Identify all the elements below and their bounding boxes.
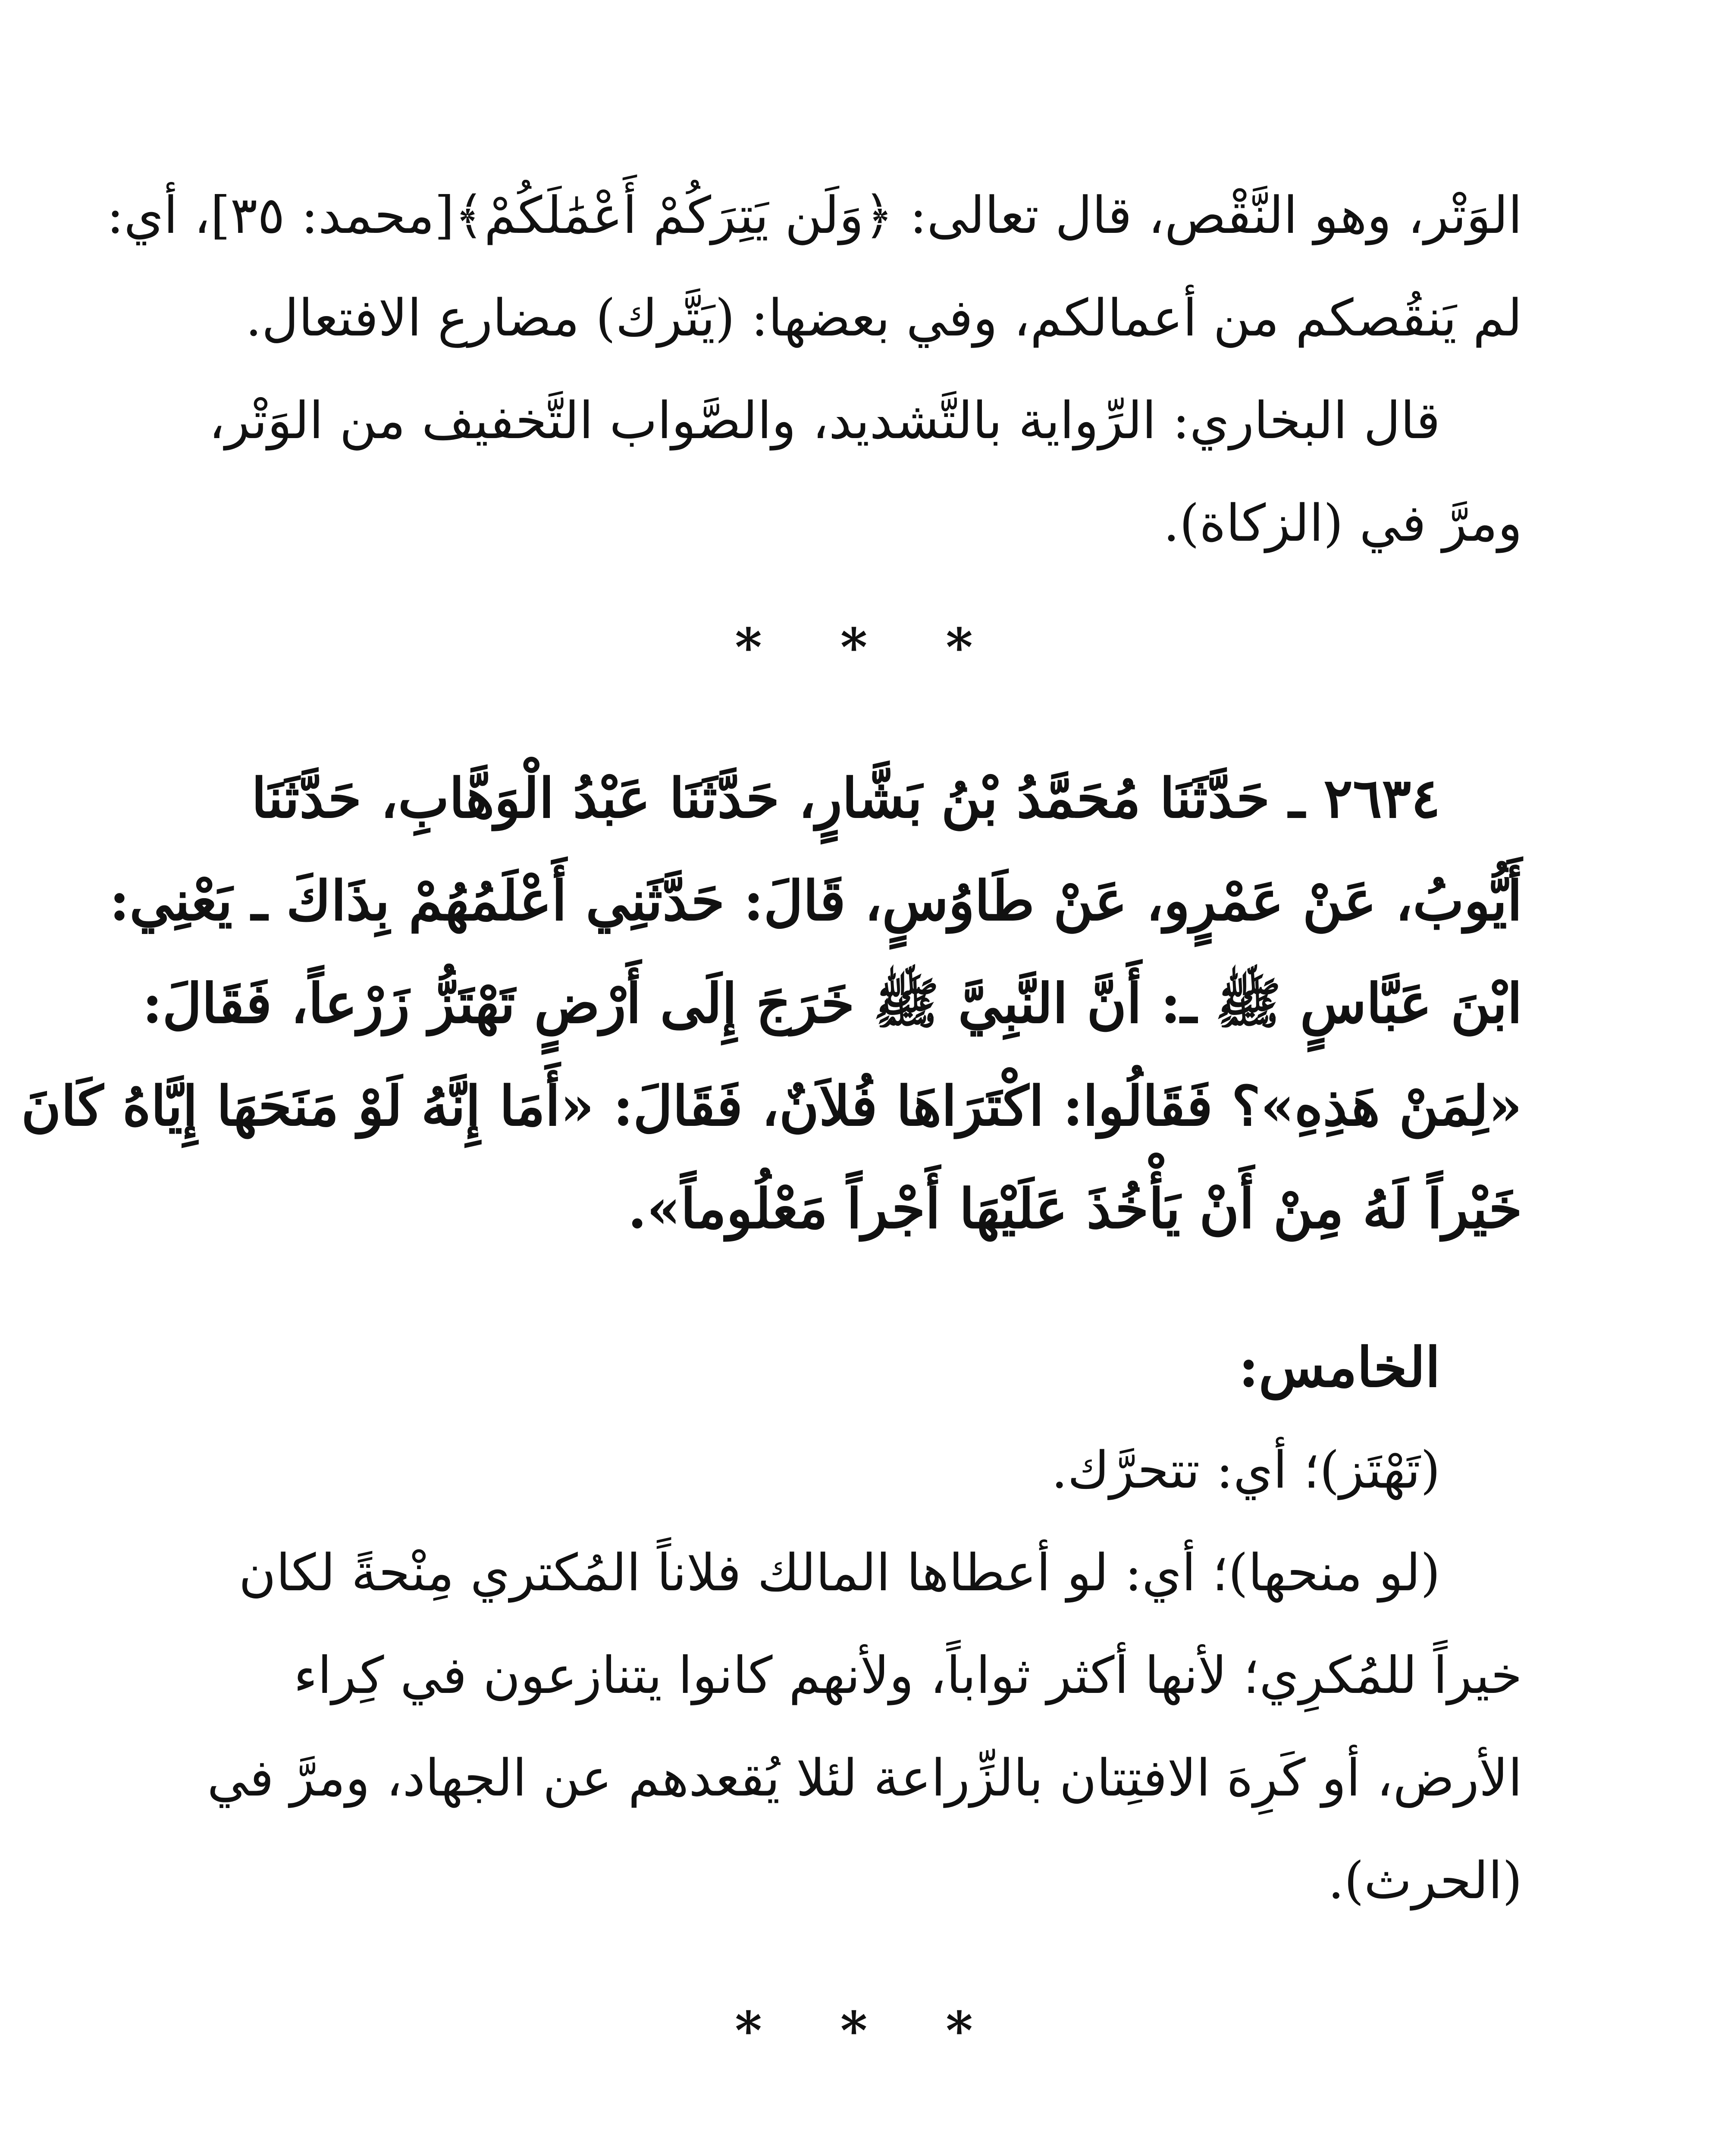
paragraph-commentary-1 bbox=[107, 164, 1522, 369]
text-line: قال البخاري: الرِّواية بالتَّشديد، والصَّواب التَّخفيف من الوَتْر، bbox=[209, 391, 1440, 450]
paragraph-commentary-3: (تَهْتَز)؛ أي: تتحرَّك. bbox=[1051, 1440, 1440, 1500]
text-line: الوَتْر، وهو النَّقْص، قال تعالى: ﴿وَلَن يَتِرَكُمْ أَعْمَٰلَكُمْ﴾[محمد: ٣٥]، أي: bbox=[107, 185, 1522, 245]
text-line: الأرض، أو كَرِهَ الافتِتان بالزِّراعة لئلا يُقعدهم عن الجهاد، ومرَّ في bbox=[207, 1748, 1522, 1808]
section-separator: * * * bbox=[735, 617, 1003, 678]
text-line: ومرَّ في (الزكاة). bbox=[1163, 493, 1522, 553]
section-separator: * * * bbox=[735, 2000, 1003, 2061]
hadith-line: أَيُّوبُ، عَنْ عَمْرٍو، عَنْ طَاوُسٍ، قَالَ: حَدَّثَنِي أَعْلَمُهُمْ بِذَاكَ ـ يَعْنِي: bbox=[109, 869, 1522, 933]
text-line: خيراً للمُكرِي؛ لأنها أكثر ثواباً، ولأنهم كانوا يتنازعون في كِراء bbox=[293, 1645, 1522, 1705]
page-body bbox=[21, 164, 1522, 2074]
paragraph-commentary-2 bbox=[209, 369, 1522, 574]
hadith-line: «لِمَنْ هَذِهِ»؟ فَقَالُوا: اكْتَرَاهَا فُلاَنٌ، فَقَالَ: «أَمَا إِنَّهُ لَوْ مَنَحَهَا إِيَّاهُ كَانَ bbox=[21, 1074, 1522, 1138]
hadith-line: خَيْراً لَهُ مِنْ أَنْ يَأْخُذَ عَلَيْهَا أَجْراً مَعْلُوماً». bbox=[627, 1177, 1522, 1241]
hadith-text bbox=[21, 747, 1522, 1260]
section-heading: الخامس: bbox=[1239, 1335, 1440, 1399]
hadith-line: ابْنَ عَبَّاسٍ ﷺ ـ: أَنَّ النَّبِيَّ ﷺ خَرَجَ إِلَى أَرْضٍ تَهْتَزُّ زَرْعاً، فَقَالَ: bbox=[142, 971, 1522, 1035]
text-line: (لو منحها)؛ أي: لو أعطاها المالك فلاناً المُكتري مِنْحةً لكان bbox=[238, 1543, 1440, 1602]
text-line: (الحرث). bbox=[1328, 1851, 1522, 1910]
text-line: لم يَنقُصكم من أعمالكم، وفي بعضها: (يَتَّرك) مضارع الافتعال. bbox=[245, 288, 1522, 348]
paragraph-commentary-4 bbox=[207, 1521, 1522, 1932]
hadith-line: ٢٦٣٤ ـ حَدَّثَنَا مُحَمَّدُ بْنُ بَشَّارٍ، حَدَّثَنَا عَبْدُ الْوَهَّابِ، حَدَّثَنَا bbox=[251, 766, 1440, 830]
